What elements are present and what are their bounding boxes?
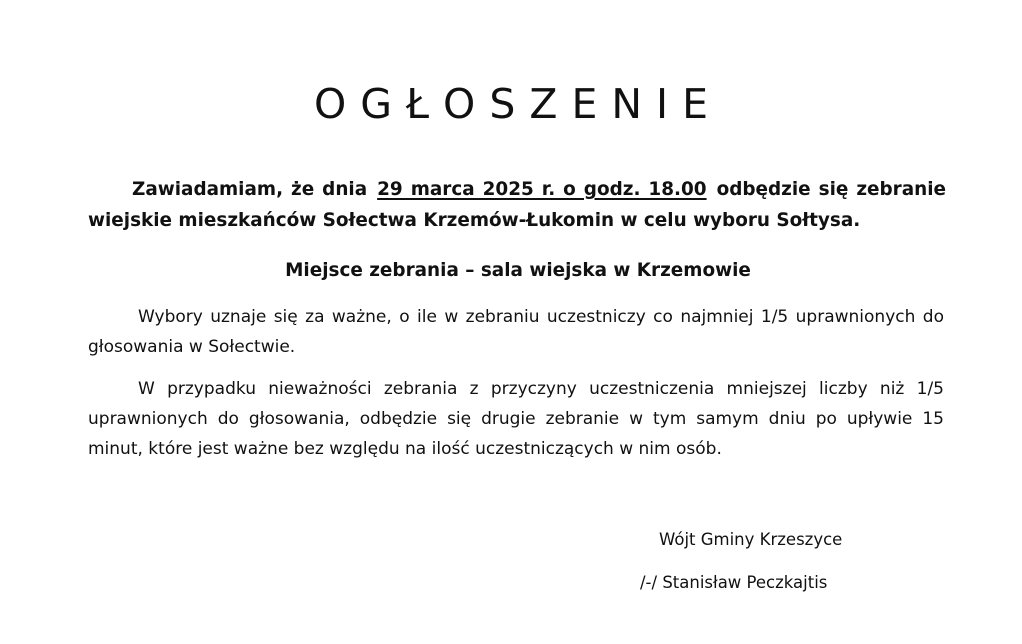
validity-text: Wybory uznaje się za ważne, o ile w zebraniu uczestniczy co najmniej 1/5 uprawnionych do głosowania w Sołectwie.: [88, 307, 944, 357]
signatory-role: Wójt Gminy Krzeszyce: [659, 530, 843, 549]
announcement-title: OGŁOSZENIE: [313, 80, 723, 128]
invalidity-text: W przypadku nieważności zebrania z przyczyny uczestniczenia mniejszej liczby niż 1/5 uprawnionych do głosowania, odbędzie się drugie zebranie w tym samym dniu po upływie 15 minut, które jest ważne bez względu na ilość uczestniczących w nim osób.: [88, 379, 944, 459]
validity-paragraph: [88, 302, 944, 362]
meeting-notice-paragraph: [88, 174, 946, 236]
meeting-date-time: 29 marca 2025 r. o godz. 18.00: [377, 179, 707, 200]
notice-text-before-date: Zawiadamiam, że dnia: [132, 179, 376, 200]
signatory-name: /-/ Stanisław Peczkajtis: [640, 573, 828, 592]
invalidity-paragraph: [88, 374, 944, 464]
notice-text-after-date: odbędzie się zebranie wiejskie mieszkańców Sołectwa Krzemów-Łukomin w celu wyboru Sołtysa.: [88, 179, 947, 231]
meeting-place: Miejsce zebrania – sala wiejska w Krzemowie: [285, 260, 751, 281]
